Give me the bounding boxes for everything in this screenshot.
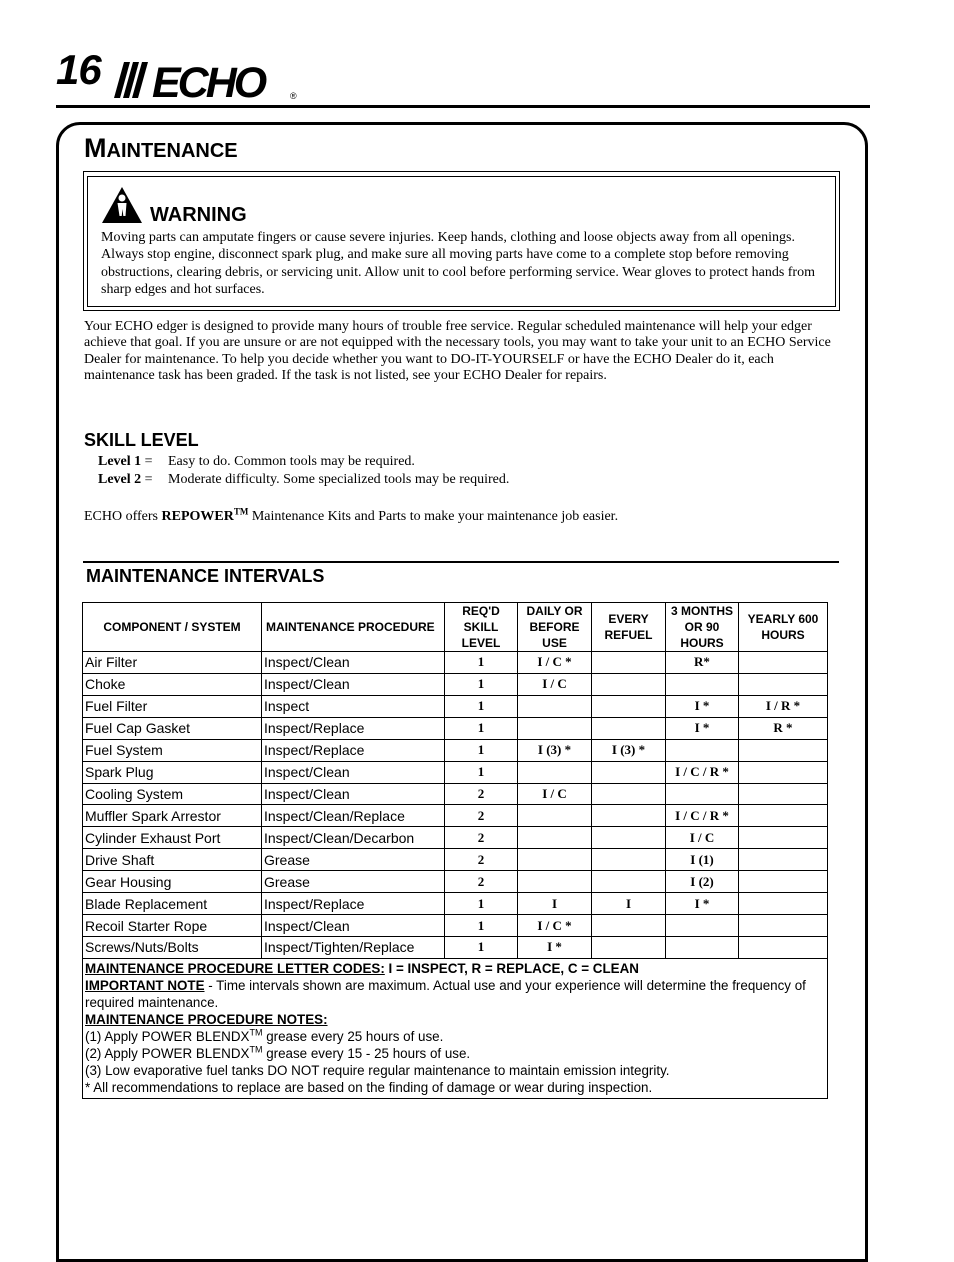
table-header-row: [83, 603, 828, 652]
table-body: [83, 652, 828, 959]
interval-cell: I: [592, 893, 666, 915]
interval-cell: I *: [666, 717, 739, 739]
warning-box: [83, 171, 840, 311]
interval-cell: [666, 915, 739, 937]
interval-cell: [592, 717, 666, 739]
interval-cell: [666, 673, 739, 695]
interval-cell: [518, 717, 592, 739]
interval-cell: [739, 739, 828, 761]
interval-cell: [592, 936, 666, 958]
procedure-cell: Inspect: [262, 695, 445, 717]
component-cell: Gear Housing: [83, 871, 262, 893]
table-row: [83, 849, 828, 871]
column-header: YEARLY 600 HOURS: [739, 603, 828, 652]
logo-wordmark: ECHO: [152, 59, 265, 102]
echo-logo: [112, 56, 304, 102]
procedure-cell: Inspect/Clean: [262, 652, 445, 674]
interval-cell: 1: [445, 695, 518, 717]
interval-cell: [518, 805, 592, 827]
procedure-cell: Inspect/Replace: [262, 717, 445, 739]
header-rule: [56, 105, 870, 108]
table-row: [83, 652, 828, 674]
component-cell: Air Filter: [83, 652, 262, 674]
interval-cell: I (1): [666, 849, 739, 871]
table-notes: [83, 958, 828, 1098]
interval-cell: 1: [445, 739, 518, 761]
repower-note: ECHO offers REPOWER™ Maintenance Kits and Parts to make your maintenance job easier.: [84, 506, 619, 524]
table-row: [83, 893, 828, 915]
interval-cell: [592, 761, 666, 783]
procedure-cell: Inspect/Replace: [262, 739, 445, 761]
interval-cell: [592, 652, 666, 674]
letter-codes-note: MAINTENANCE PROCEDURE LETTER CODES: I = INSPECT, R = REPLACE, C = CLEAN: [85, 960, 639, 976]
table-row: [83, 936, 828, 958]
component-cell: Cooling System: [83, 783, 262, 805]
interval-cell: I / C: [518, 783, 592, 805]
interval-cell: 1: [445, 893, 518, 915]
warning-text: Moving parts can amputate fingers or cause severe injuries. Keep hands, clothing and loose objects away from all openings. Always stop engine, disconnect spark plug, and make sure all moving parts have come to a complete stop before removing obstructions, clearing debris, or servicing unit. Allow unit to cool before performing service. Wear gloves to protect hands from sharp edges and hot surfaces.: [101, 230, 815, 297]
interval-cell: [666, 739, 739, 761]
interval-cell: [518, 695, 592, 717]
interval-cell: 2: [445, 783, 518, 805]
component-cell: Choke: [83, 673, 262, 695]
procedure-cell: Inspect/Clean: [262, 783, 445, 805]
registered-mark: ®: [290, 91, 297, 101]
interval-cell: 2: [445, 849, 518, 871]
component-cell: Muffler Spark Arrestor: [83, 805, 262, 827]
interval-cell: [739, 761, 828, 783]
interval-cell: [739, 871, 828, 893]
table-row: [83, 761, 828, 783]
interval-cell: [666, 936, 739, 958]
page-number: 16: [56, 46, 101, 93]
table-row: [83, 717, 828, 739]
procedure-cell: Inspect/Clean: [262, 673, 445, 695]
component-cell: Cylinder Exhaust Port: [83, 827, 262, 849]
interval-cell: I / C: [518, 673, 592, 695]
procedure-cell: Inspect/Clean/Replace: [262, 805, 445, 827]
interval-cell: I: [518, 893, 592, 915]
interval-cell: [666, 783, 739, 805]
component-cell: Recoil Starter Rope: [83, 915, 262, 937]
table-row: [83, 915, 828, 937]
interval-cell: I / R *: [739, 695, 828, 717]
interval-cell: 1: [445, 652, 518, 674]
component-cell: Drive Shaft: [83, 849, 262, 871]
interval-cell: 1: [445, 936, 518, 958]
logo-stripes-icon: [114, 62, 148, 98]
interval-cell: I / C *: [518, 915, 592, 937]
warning-person-icon: [101, 186, 143, 224]
interval-cell: [739, 805, 828, 827]
replacement-footnote: * All recommendations to replace are based on the finding of damage or wear during inspection.: [85, 1079, 653, 1095]
interval-cell: [592, 673, 666, 695]
section-rule: [83, 561, 839, 563]
warning-title: WARNING: [150, 204, 247, 226]
interval-cell: I (3) *: [518, 739, 592, 761]
interval-cell: [592, 783, 666, 805]
procedure-note-3: (3) Low evaporative fuel tanks DO NOT require regular maintenance to maintain emission integrity.: [85, 1062, 670, 1078]
interval-cell: R *: [739, 717, 828, 739]
table-row: [83, 871, 828, 893]
interval-cell: 2: [445, 871, 518, 893]
interval-cell: 2: [445, 805, 518, 827]
procedure-notes-label: MAINTENANCE PROCEDURE NOTES:: [85, 1011, 328, 1027]
interval-cell: [518, 871, 592, 893]
table-row: [83, 673, 828, 695]
interval-cell: [739, 915, 828, 937]
maintenance-intervals-heading: MAINTENANCE INTERVALS: [86, 566, 325, 586]
component-cell: Blade Replacement: [83, 893, 262, 915]
maintenance-intervals-table: [82, 602, 828, 1099]
interval-cell: [739, 893, 828, 915]
procedure-cell: Inspect/Replace: [262, 893, 445, 915]
component-cell: Fuel Cap Gasket: [83, 717, 262, 739]
interval-cell: I / C *: [518, 652, 592, 674]
interval-cell: I / C: [666, 827, 739, 849]
table-row: [83, 827, 828, 849]
interval-cell: I *: [666, 695, 739, 717]
table-row: [83, 695, 828, 717]
procedure-note-1: (1) Apply POWER BLENDX™ grease every 25 hours of use.: [85, 1027, 444, 1044]
interval-cell: 2: [445, 827, 518, 849]
table-row: [83, 805, 828, 827]
procedure-cell: Grease: [262, 849, 445, 871]
interval-cell: [592, 805, 666, 827]
important-note: IMPORTANT NOTE - Time intervals shown are maximum. Actual use and your experience will determine the frequency of required maintenance.: [85, 977, 806, 1010]
interval-cell: [739, 849, 828, 871]
procedure-cell: Inspect/Clean/Decarbon: [262, 827, 445, 849]
component-cell: Spark Plug: [83, 761, 262, 783]
interval-cell: R*: [666, 652, 739, 674]
interval-cell: [739, 936, 828, 958]
interval-cell: [739, 652, 828, 674]
table-row: [83, 739, 828, 761]
interval-cell: [518, 827, 592, 849]
interval-cell: 1: [445, 673, 518, 695]
interval-cell: I (2): [666, 871, 739, 893]
column-header: EVERY REFUEL: [592, 603, 666, 652]
interval-cell: 1: [445, 915, 518, 937]
interval-cell: [518, 761, 592, 783]
interval-cell: [592, 915, 666, 937]
procedure-cell: Inspect/Clean: [262, 761, 445, 783]
interval-cell: 1: [445, 717, 518, 739]
skill-level-2: Level 2 = Moderate difficulty. Some specialized tools may be required.: [98, 472, 510, 487]
procedure-cell: Inspect/Tighten/Replace: [262, 936, 445, 958]
column-header: DAILY OR BEFORE USE: [518, 603, 592, 652]
column-header: 3 MONTHS OR 90 HOURS: [666, 603, 739, 652]
interval-cell: I *: [666, 893, 739, 915]
interval-cell: I (3) *: [592, 739, 666, 761]
interval-cell: I / C / R *: [666, 805, 739, 827]
interval-cell: [739, 783, 828, 805]
procedure-cell: Grease: [262, 871, 445, 893]
interval-cell: I / C / R *: [666, 761, 739, 783]
component-cell: Fuel Filter: [83, 695, 262, 717]
interval-cell: [592, 695, 666, 717]
skill-level-1: Level 1 = Easy to do. Common tools may be required.: [98, 454, 415, 469]
intro-paragraph: Your ECHO edger is designed to provide many hours of trouble free service. Regular scheduled maintenance will help your edger achieve that goal. If you are unsure or are not equipped with the necessary tools, you may want to take your unit to an ECHO Service Dealer for maintenance. To help you decide whether you want to DO-IT-YOURSELF or have the ECHO Dealer do it, each maintenance task has been graded. If the task is not listed, see your ECHO Dealer for repairs.: [84, 319, 831, 384]
interval-cell: [592, 871, 666, 893]
interval-cell: [739, 673, 828, 695]
section-title: MAINTENANCE: [84, 133, 238, 163]
skill-level-heading: SKILL LEVEL: [84, 430, 199, 450]
interval-cell: [592, 849, 666, 871]
column-header: REQ'D SKILL LEVEL: [445, 603, 518, 652]
interval-cell: [739, 827, 828, 849]
interval-cell: I *: [518, 936, 592, 958]
interval-cell: [592, 827, 666, 849]
procedure-note-2: (2) Apply POWER BLENDX™ grease every 15 - 25 hours of use.: [85, 1044, 471, 1061]
column-header: MAINTENANCE PROCEDURE: [262, 603, 445, 652]
interval-cell: [518, 849, 592, 871]
component-cell: Fuel System: [83, 739, 262, 761]
component-cell: Screws/Nuts/Bolts: [83, 936, 262, 958]
table-row: [83, 783, 828, 805]
procedure-cell: Inspect/Clean: [262, 915, 445, 937]
interval-cell: 1: [445, 761, 518, 783]
column-header: COMPONENT / SYSTEM: [83, 603, 262, 652]
warning-box-inner: [87, 176, 836, 307]
